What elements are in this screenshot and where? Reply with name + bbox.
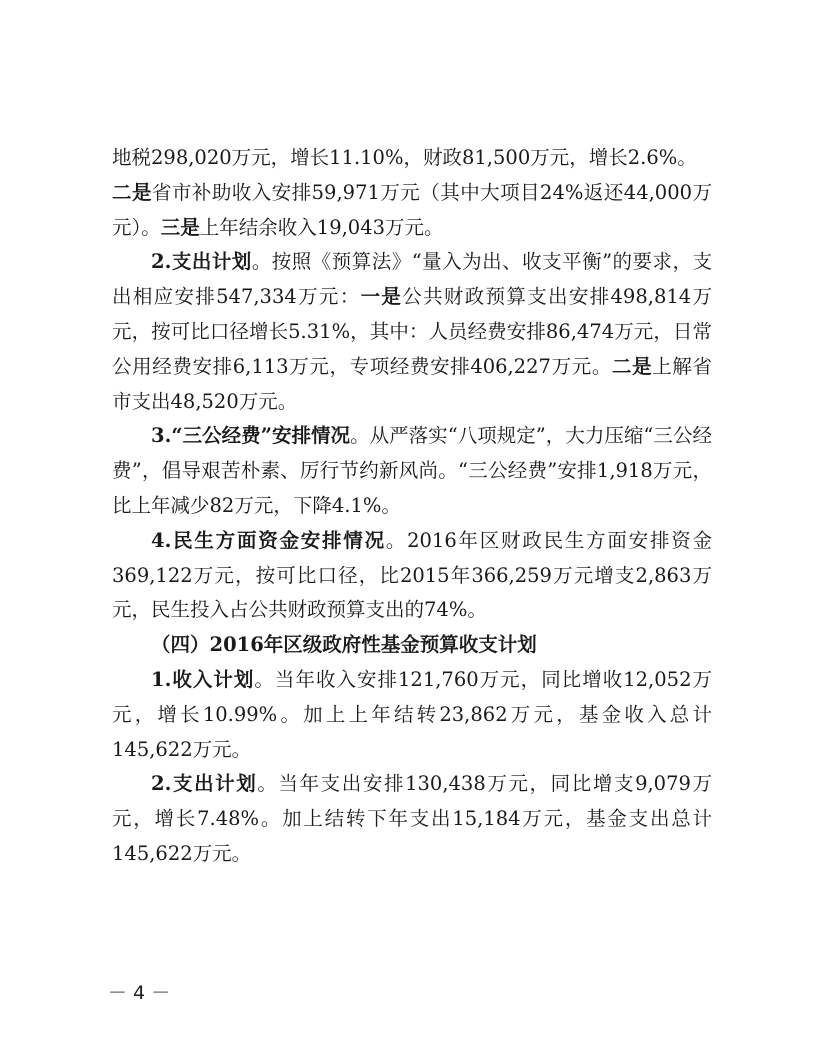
paragraph xyxy=(112,628,712,663)
text-run: 。当年收入安排121,760万元，同比增收12,052万元，增长10.99%。加上上年结转23,862万元，基金收入总计145,622万元。 xyxy=(112,667,712,761)
paragraph xyxy=(112,141,712,176)
bold-run: 三是 xyxy=(160,215,200,239)
paragraph xyxy=(112,663,712,767)
bold-run: 二是 xyxy=(611,354,653,378)
text-run: 上年结余收入19,043万元。 xyxy=(199,215,444,239)
paragraph xyxy=(112,176,712,246)
text-run: 公共财政预算支出安排498,814万元，按可比口径增长5.31%，其中：人员经费安排86,474万元，日常公用经费安排6,113万元，专项经费安排406,227万元。 xyxy=(112,285,712,378)
bold-run: 4.民生方面资金安排情况 xyxy=(151,528,386,552)
text-run: 上解省市支出48,520万元。 xyxy=(112,354,712,413)
paragraph xyxy=(112,524,712,628)
body-text xyxy=(112,141,712,872)
page-number: － 4 － xyxy=(108,982,171,1004)
text-run: 省市补助收入安排59,971万元（其中大项目24%返还44,000万元）。 xyxy=(112,180,712,239)
bold-run: 1.收入计划 xyxy=(151,667,255,691)
bold-run: 2.支出计划 xyxy=(151,772,258,796)
bold-run: 2.支出计划 xyxy=(151,250,252,274)
text-run: 。按照《预算法》“量入为出、收支平衡”的要求，支出相应安排547,334万元： xyxy=(112,250,712,309)
bold-run: 二是 xyxy=(112,180,152,204)
bold-run: 3.“三公经费”安排情况 xyxy=(151,424,351,448)
bold-run: 一是 xyxy=(360,285,403,309)
paragraph xyxy=(112,419,712,523)
paragraph xyxy=(112,245,712,419)
text-run: 。当年支出安排130,438万元，同比增支9,079万元，增长7.48%。加上结转下年支出15,184万元，基金支出总计145,622万元。 xyxy=(112,772,712,865)
text-run: 地税298,020万元，增长11.10%，财政81,500万元，增长2.6%。 xyxy=(112,146,697,169)
paragraph xyxy=(112,767,712,871)
bold-run: （四）2016年区级政府性基金预算收支计划 xyxy=(151,633,537,657)
text-run: 。从严落实“八项规定”，大力压缩“三公经费”，倡导艰苦朴素、厉行节约新风尚。“三公经费”安排1,918万元，比上年减少82万元，下降4.1%。 xyxy=(112,424,712,517)
text-run: 。2016年区财政民生方面安排资金369,122万元，按可比口径，比2015年366,259万元增支2,863万元，民生投入占公共财政预算支出的74%。 xyxy=(112,528,712,622)
